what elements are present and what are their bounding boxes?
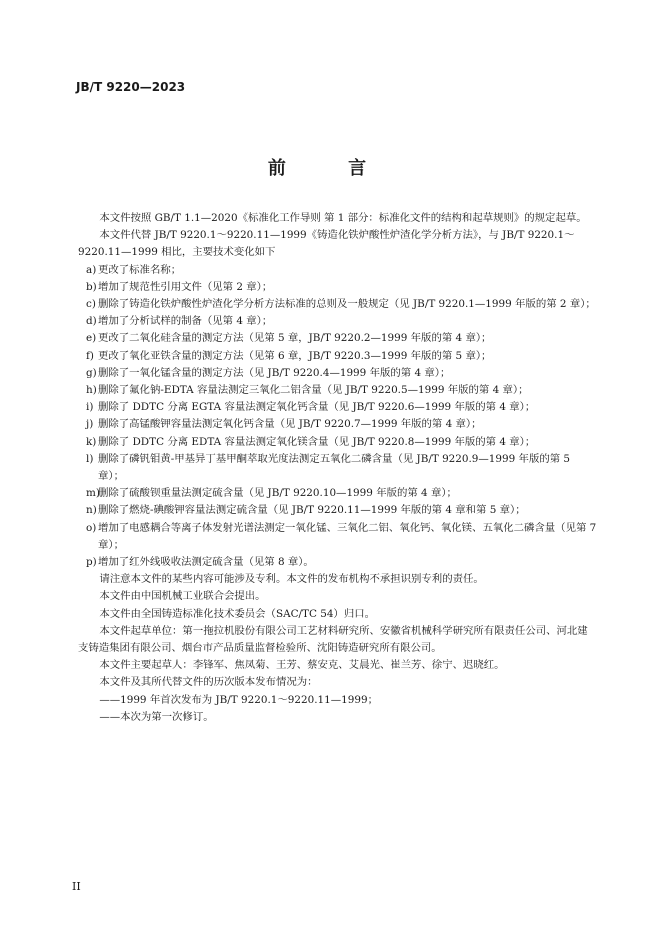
- list-item-text: 增加了分析试样的制备（见第 4 章）；: [98, 315, 273, 328]
- list-item: [78, 262, 598, 279]
- paragraph-history-current: ——本次为第一次修订。: [99, 710, 214, 723]
- list-marker: f): [86, 349, 94, 362]
- list-marker: i): [86, 401, 94, 414]
- list-item: [78, 382, 598, 399]
- list-marker: c): [86, 298, 96, 311]
- list-item-text: 增加了红外线吸收法测定硫含量（见第 8 章）。: [98, 556, 314, 569]
- paragraph-drafters: 本文件主要起草人：李锋军、焦凤菊、王芳、蔡安克、艾晨光、崔兰芳、徐宁、迟晓红。: [99, 659, 505, 672]
- list-item-text: 增加了规范性引用文件（见第 2 章）；: [98, 280, 273, 293]
- list-item: [78, 451, 598, 485]
- list-marker: b): [86, 280, 97, 293]
- paragraph-drafting-units: 本文件起草单位：第一拖拉机股份有限公司工艺材料研究所、安徽省机械科学研究所有限责任公司、河北建支铸造集团有限公司、烟台市产品质量监督检验所、沈阳铸造研究所有限公司。: [78, 624, 588, 655]
- list-item-text: 增加了电感耦合等离子体发射光谱法测定一氧化锰、三氧化二铝、氧化钙、氧化镁、五氧化二磷含量（见第 7 章）；: [98, 521, 597, 551]
- list-item: [78, 416, 598, 433]
- paragraph-replaces: 本文件代替 JB/T 9220.1～9220.11—1999《铸造化铁炉酸性炉渣化学分析方法》，与 JB/T 9220.1～9220.11—1999 相比，主要技术变化如下: [78, 229, 575, 259]
- list-item: [78, 348, 598, 365]
- paragraph-drafting-rules: 本文件按照 GB/T 1.1—2020《标准化工作导则 第 1 部分：标准化文件的结构和起草规则》的规定起草。: [99, 212, 587, 224]
- list-item: [78, 434, 598, 451]
- list-item-text: 更改了氧化亚铁含量的测定方法（见第 6 章，JB/T 9220.3—1999 年版的第 5 章）；: [98, 349, 492, 362]
- list-item-text: 删除了硫酸钡重量法测定硫含量（见 JB/T 9220.10—1999 年版的第 4 章）；: [98, 487, 457, 500]
- list-item: [78, 554, 598, 571]
- list-item: [78, 365, 598, 382]
- list-item: [78, 279, 598, 296]
- standard-code: JB/T 9220—2023: [76, 80, 186, 94]
- list-marker: o): [86, 521, 97, 534]
- paragraph-proposer: 本文件由中国机械工业联合会提出。: [99, 590, 266, 603]
- list-marker: k): [86, 435, 97, 448]
- list-marker: a): [86, 263, 97, 276]
- list-marker: l): [86, 452, 94, 465]
- page-title: 前 言: [267, 158, 395, 179]
- list-item-text: 更改了标准名称；: [98, 263, 182, 276]
- paragraph-history-intro: 本文件及其所代替文件的历次版本发布情况为：: [99, 676, 318, 689]
- list-item-text: 删除了燃烧-碘酸钾容量法测定硫含量（见 JB/T 9220.11—1999 年版的第 4 章和第 5 章）；: [98, 504, 526, 517]
- list-item-text: 删除了铸造化铁炉酸性炉渣化学分析方法标准的总则及一般规定（见 JB/T 9220.1—1999 年版的第 2 章）；: [98, 298, 596, 311]
- list-item-text: 删除了高锰酸钾容量法测定氧化钙含量（见 JB/T 9220.7—1999 年版的第 4 章）；: [98, 418, 482, 431]
- list-item-text: 删除了 DDTC 分离 EGTA 容量法测定氧化钙含量（见 JB/T 9220.6—1999 年版的第 4 章）；: [98, 401, 536, 414]
- list-item: [78, 296, 598, 313]
- paragraph-patent-notice: 请注意本文件的某些内容可能涉及专利。本文件的发布机构不承担识别专利的责任。: [99, 573, 484, 586]
- list-item: [78, 502, 598, 519]
- list-marker: h): [86, 384, 97, 397]
- list-item-text: 删除了一氧化锰含量的测定方法（见 JB/T 9220.4—1999 年版的第 4 章）；: [98, 366, 451, 379]
- list-marker: j): [86, 418, 94, 431]
- list-item: [78, 399, 598, 416]
- list-item: [78, 313, 598, 330]
- list-item-text: 更改了二氧化硅含量的测定方法（见第 5 章，JB/T 9220.2—1999 年版的第 4 章）；: [98, 332, 492, 345]
- paragraph-history-1999: ——1999 年首次发布为 JB/T 9220.1～9220.11—1999；: [99, 693, 378, 706]
- list-item: [78, 330, 598, 347]
- list-item: [78, 485, 598, 502]
- list-marker: e): [86, 332, 97, 345]
- document-body: [78, 210, 598, 726]
- list-item-text: 删除了氟化钠-EDTA 容量法测定三氧化二铝含量（见 JB/T 9220.5—1999 年版的第 4 章）；: [98, 384, 529, 397]
- changes-list: [78, 262, 598, 572]
- list-marker: d): [86, 315, 97, 328]
- list-marker: p): [86, 556, 97, 569]
- list-marker: g): [86, 366, 97, 379]
- list-item-text: 删除了 DDTC 分离 EDTA 容量法测定氧化镁含量（见 JB/T 9220.8—1999 年版的第 4 章）；: [98, 435, 536, 448]
- page-number: II: [72, 880, 81, 893]
- list-marker: n): [86, 504, 97, 517]
- list-item: [78, 520, 598, 554]
- list-item-text: 删除了磷钒钼黄-甲基异丁基甲酮萃取光度法测定五氧化二磷含量（见 JB/T 9220.9—1999 年版的第 5 章）；: [98, 452, 571, 483]
- paragraph-committee: 本文件由全国铸造标准化技术委员会（SAC/TC 54）归口。: [99, 607, 375, 620]
- list-marker: m): [86, 487, 100, 500]
